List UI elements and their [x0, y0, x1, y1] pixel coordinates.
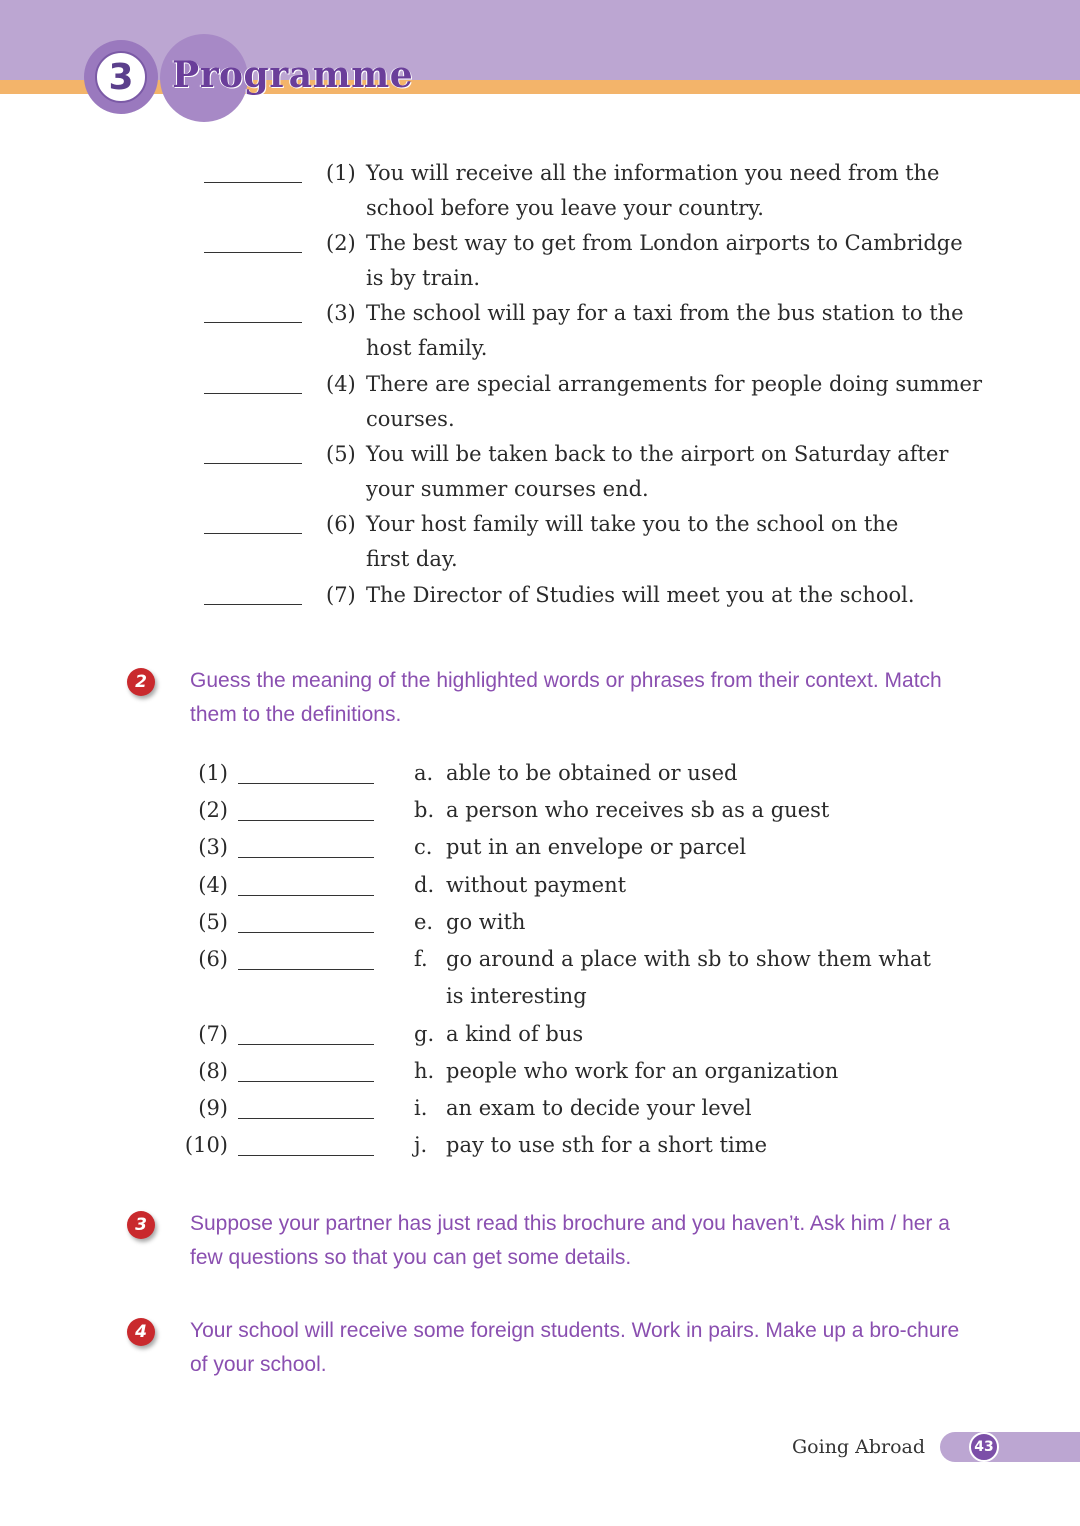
definition-letter: e.: [414, 910, 434, 934]
definition-text: pay to use sth for a short time: [446, 1133, 767, 1157]
statement-number: (5): [326, 442, 356, 466]
matching-number: (4): [198, 873, 228, 897]
definition-text: a kind of bus: [446, 1022, 584, 1046]
statement-item: [0, 296, 1080, 366]
matching-blank[interactable]: [238, 783, 374, 784]
definition-text: put in an envelope or parcel: [446, 835, 747, 859]
matching-row: [0, 829, 1080, 867]
statement-text: You will be taken back to the airport on Saturday after your summer courses end.: [366, 442, 949, 501]
statement-item: [0, 226, 1080, 296]
statement-text: Your host family will take you to the school on the first day.: [366, 512, 899, 571]
statement-number: (6): [326, 512, 356, 536]
matching-row: [0, 904, 1080, 942]
matching-blank[interactable]: [238, 895, 374, 896]
definition-text: go around a place with sb to show them what is interesting: [446, 947, 931, 1008]
task-badge-2: 2: [127, 668, 155, 696]
definition-letter: d.: [414, 873, 435, 897]
definition-text: without payment: [446, 873, 627, 897]
matching-blank[interactable]: [238, 969, 374, 970]
statement-number: (2): [326, 231, 356, 255]
statement-item: [0, 437, 1080, 507]
task-badge-4: 4: [127, 1318, 155, 1346]
matching-row: [0, 867, 1080, 905]
answer-blank[interactable]: [204, 604, 302, 605]
task-3-instruction: Suppose your partner has just read this brochure and you haven’t. Ask him / her a few questions so that you can get some details.: [190, 1212, 950, 1269]
matching-blank[interactable]: [238, 1081, 374, 1082]
statement-text: The school will pay for a taxi from the bus station to the host family.: [366, 301, 964, 360]
definition-letter: j.: [414, 1133, 428, 1157]
answer-blank[interactable]: [204, 463, 302, 464]
statement-item: [0, 367, 1080, 437]
matching-blank[interactable]: [238, 820, 374, 821]
section-title: Programme: [172, 54, 414, 96]
matching-number: (2): [198, 798, 228, 822]
answer-blank[interactable]: [204, 182, 302, 183]
definition-letter: i.: [414, 1096, 428, 1120]
statement-text: The best way to get from London airports to Cambridge is by train.: [366, 231, 963, 290]
matching-row: [0, 1053, 1080, 1091]
definition-letter: g.: [414, 1022, 435, 1046]
matching-number: (1): [198, 761, 228, 785]
matching-number: (9): [198, 1096, 228, 1120]
matching-blank[interactable]: [238, 857, 374, 858]
matching-blank[interactable]: [238, 932, 374, 933]
matching-row: [0, 792, 1080, 830]
matching-blank[interactable]: [238, 1118, 374, 1119]
definition-text: able to be obtained or used: [446, 761, 738, 785]
matching-number: (3): [198, 835, 228, 859]
statement-text: The Director of Studies will meet you at the school.: [366, 583, 915, 607]
matching-row: [0, 1127, 1080, 1165]
matching-row: [0, 1016, 1080, 1054]
definition-letter: a.: [414, 761, 434, 785]
definition-letter: h.: [414, 1059, 435, 1083]
statement-item: [0, 507, 1080, 577]
definition-letter: c.: [414, 835, 433, 859]
statement-item: [0, 156, 1080, 226]
statement-number: (4): [326, 372, 356, 396]
answer-blank[interactable]: [204, 322, 302, 323]
task-badge-3: 3: [127, 1211, 155, 1239]
task-2-instruction: Guess the meaning of the highlighted words or phrases from their context. Match them to the definitions.: [190, 669, 942, 726]
statement-text: There are special arrangements for people doing summer courses.: [366, 372, 983, 431]
matching-number: (7): [198, 1022, 228, 1046]
matching-row: [0, 755, 1080, 793]
page-number-tab: [940, 1432, 1080, 1462]
definition-text: an exam to decide your level: [446, 1096, 752, 1120]
statement-number: (7): [326, 583, 356, 607]
page-number: 43: [969, 1432, 999, 1462]
section-number-badge: 3: [95, 51, 147, 103]
matching-blank[interactable]: [238, 1155, 374, 1156]
matching-number: (5): [198, 910, 228, 934]
matching-blank[interactable]: [238, 1044, 374, 1045]
definition-text: people who work for an organization: [446, 1059, 839, 1083]
matching-number: (10): [184, 1133, 228, 1157]
task-4-instruction: Your school will receive some foreign students. Work in pairs. Make up a bro-chure of your school.: [190, 1319, 960, 1376]
statement-number: (3): [326, 301, 356, 325]
definition-text: go with: [446, 910, 526, 934]
definition-text: a person who receives sb as a guest: [446, 798, 830, 822]
matching-number: (6): [198, 947, 228, 971]
answer-blank[interactable]: [204, 252, 302, 253]
answer-blank[interactable]: [204, 533, 302, 534]
matching-row: [0, 941, 1080, 1017]
matching-row: [0, 1090, 1080, 1128]
statement-text: You will receive all the information you need from the school before you leave your country.: [366, 161, 940, 220]
statement-number: (1): [326, 161, 356, 185]
statement-item: [0, 578, 1080, 648]
definition-letter: f.: [414, 947, 428, 971]
unit-title: Going Abroad: [792, 1436, 926, 1458]
answer-blank[interactable]: [204, 393, 302, 394]
matching-number: (8): [198, 1059, 228, 1083]
definition-letter: b.: [414, 798, 435, 822]
